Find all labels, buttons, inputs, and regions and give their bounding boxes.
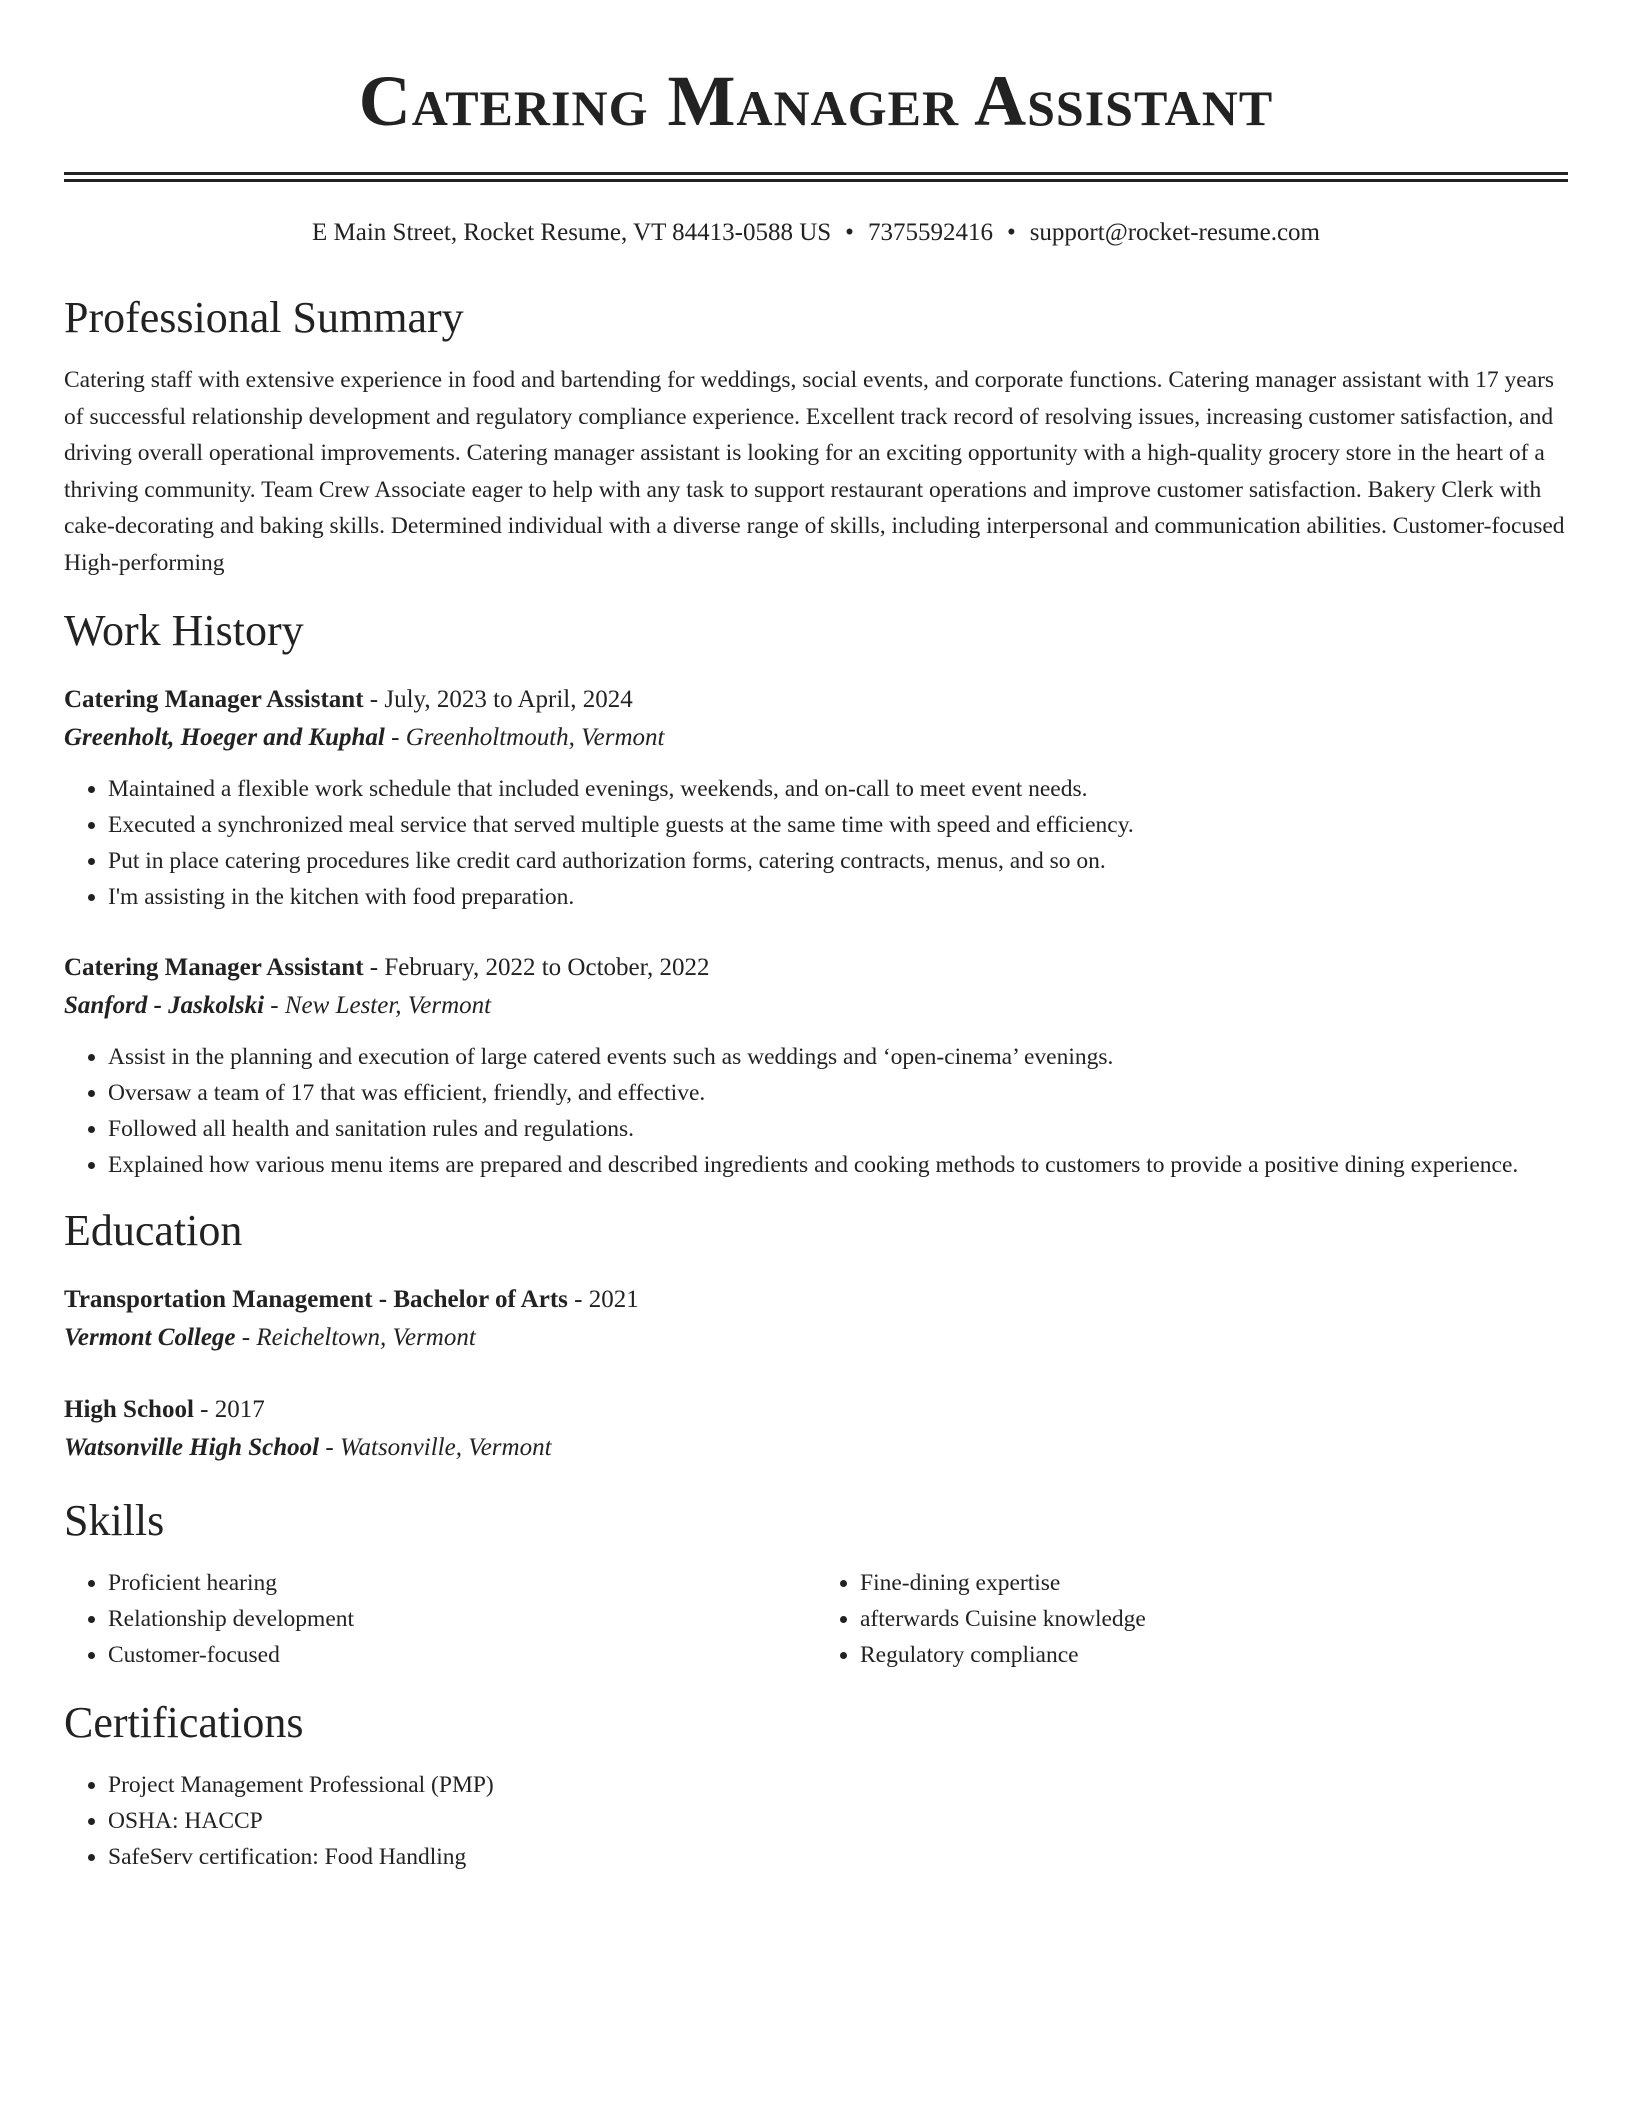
education-entry [64, 1281, 1568, 1357]
skills-heading: Skills [64, 1496, 165, 1545]
education-degree: High School [64, 1396, 194, 1423]
skills-list-right [816, 1565, 1568, 1673]
certification-item: • Project Management Professional (PMP) [108, 1767, 1568, 1803]
contact-line [64, 216, 1568, 250]
job-title-line: Catering Manager Assistant - February, 2022 to October, 2022 [64, 954, 710, 981]
contact-phone: 7375592416 [867, 219, 993, 246]
certifications-list [64, 1767, 1568, 1875]
resume-name: Catering Manager Assistant [358, 61, 1274, 141]
education-school: Watsonville High School [64, 1434, 320, 1461]
contact-email: support@rocket-resume.com [1029, 219, 1320, 246]
work-history-heading: Work History [64, 606, 304, 655]
job-bullet: • Followed all health and sanitation rules and regulations. [108, 1111, 1568, 1147]
skill-item: • Proficient hearing [108, 1565, 816, 1601]
job-bullet: • Maintained a flexible work schedule that included evenings, weekends, and on-call to meet event needs. [108, 771, 1568, 807]
education-degree-line: Transportation Management - Bachelor of Arts - 2021 [64, 1286, 639, 1313]
education-heading: Education [64, 1206, 243, 1255]
certification-item: • OSHA: HACCP [108, 1803, 1568, 1839]
job-company: Greenholt, Hoeger and Kuphal [64, 724, 385, 751]
job-bullet: • I'm assisting in the kitchen with food preparation. [108, 879, 1568, 915]
skill-item: • Regulatory compliance [860, 1637, 1568, 1673]
job-dates: February, 2022 to October, 2022 [384, 954, 710, 981]
skill-item: • Customer-focused [108, 1637, 816, 1673]
job-bullet: • Executed a synchronized meal service that served multiple guests at the same time with speed and efficiency. [108, 807, 1568, 843]
job-bullets [64, 771, 1568, 915]
education-entry [64, 1391, 1568, 1467]
job-position: Catering Manager Assistant [64, 686, 364, 713]
education-year: 2017 [214, 1396, 265, 1423]
job-company-line: Sanford - Jaskolski - New Lester, Vermont [64, 992, 492, 1019]
job-dates: July, 2023 to April, 2024 [384, 686, 633, 713]
header-double-rule [64, 172, 1568, 182]
contact-address: E Main Street, Rocket Resume, VT 84413-0588 US [312, 219, 832, 246]
contact-separator: • [1006, 219, 1016, 246]
certifications-heading: Certifications [64, 1698, 304, 1747]
skill-item: • Relationship development [108, 1601, 816, 1637]
education-location: Reicheltown, Vermont [256, 1324, 476, 1351]
job-location: New Lester, Vermont [284, 992, 492, 1019]
summary-heading: Professional Summary [64, 293, 464, 342]
job-bullet: • Explained how various menu items are prepared and described ingredients and cooking methods to customers to provide a positive dining experience. [108, 1147, 1568, 1183]
job-position: Catering Manager Assistant [64, 954, 364, 981]
job-bullets [64, 1039, 1568, 1183]
job-bullet: • Oversaw a team of 17 that was efficient, friendly, and effective. [108, 1075, 1568, 1111]
skill-item: • Fine-dining expertise [860, 1565, 1568, 1601]
skills-list-left [64, 1565, 816, 1673]
job-entry [64, 681, 1568, 915]
job-company-line: Greenholt, Hoeger and Kuphal - Greenholtmouth, Vermont [64, 724, 665, 751]
skill-item: • afterwards Cuisine knowledge [860, 1601, 1568, 1637]
job-entry [64, 949, 1568, 1183]
education-year: 2021 [588, 1286, 639, 1313]
contact-separator: • [845, 219, 854, 246]
education-school-line: Watsonville High School - Watsonville, Vermont [64, 1434, 552, 1461]
education-location: Watsonville, Vermont [339, 1434, 552, 1461]
education-degree: Transportation Management - Bachelor of Arts [64, 1286, 568, 1313]
skills-columns [64, 1565, 1568, 1673]
job-title-line: Catering Manager Assistant - July, 2023 to April, 2024 [64, 686, 633, 713]
education-degree-line: High School - 2017 [64, 1396, 265, 1423]
education-school: Vermont College [64, 1324, 236, 1351]
job-bullet: • Assist in the planning and execution of large catered events such as weddings and ‘open-cinema’ evenings. [108, 1039, 1568, 1075]
job-company: Sanford - Jaskolski [64, 992, 265, 1019]
summary-text: Catering staff with extensive experience in food and bartending for weddings, social events, and corporate functions. Catering manager assistant with 17 years of successful relationship development and regulatory compliance experience. Excellent track record of resolving issues, increasing customer satisfaction, and driving overall operational improvements. Catering manager assistant is looking for an exciting opportunity with a high-quality grocery store in the heart of a thriving community. Team Crew Associate eager to help with any task to support restaurant operations and improve customer satisfaction. Bakery Clerk with cake-decorating and baking skills. Determined individual with a diverse range of skills, including interpersonal and communication abilities. Customer-focused High-performing [64, 367, 1565, 576]
education-school-line: Vermont College - Reicheltown, Vermont [64, 1324, 476, 1351]
job-location: Greenholtmouth, Vermont [405, 724, 665, 751]
certification-item: • SafeServ certification: Food Handling [108, 1839, 1568, 1875]
job-bullet: • Put in place catering procedures like credit card authorization forms, catering contracts, menus, and so on. [108, 843, 1568, 879]
